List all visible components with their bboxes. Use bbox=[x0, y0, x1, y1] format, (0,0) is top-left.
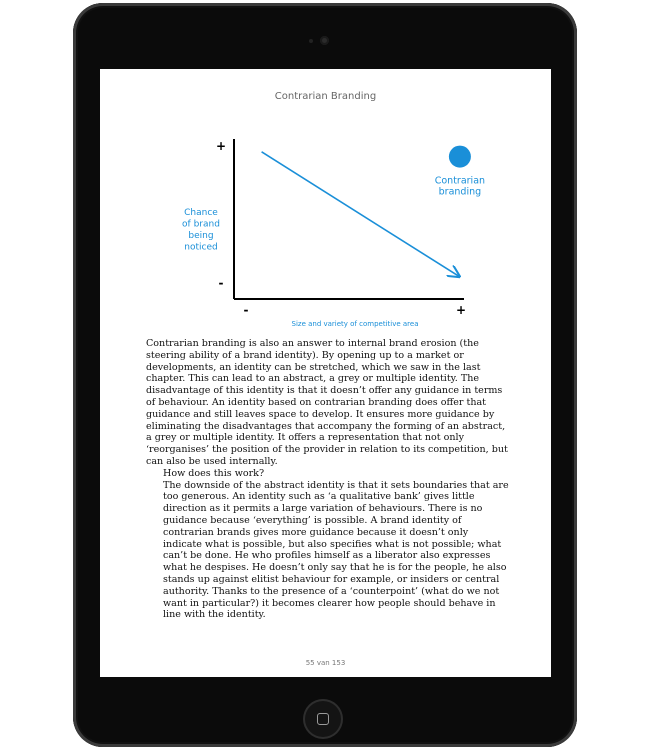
reader-screen bbox=[100, 69, 551, 677]
chart-svg bbox=[100, 129, 551, 339]
front-camera-icon bbox=[320, 36, 329, 45]
x-tick-plus: + bbox=[455, 303, 467, 317]
y-axis-label-line: noticed bbox=[184, 242, 218, 253]
page-title: Contrarian Branding bbox=[274, 91, 377, 102]
paragraph-3: The downside of the abstract identity is that it sets boundaries that are too generous. An identity such as ‘a qualitative bank’ gives little direction as it permits a large variation of behaviours. There is no guidance because ‘everything’ is possible. A brand identity of contrarian brands gives more guidance because it doesn’t only indicate what is possible, but also specifies what is not possible; what can’t be done. He who profiles himself as a liberator also expresses what he despises. He doesn’t only say that he is for the people, he also stands up against elitist behaviour for example, or insiders or central authority. Thanks to the presence of a ‘counterpoint’ (what do we not want in particular?) it becomes clearer how people should behave in line with the identity. bbox=[163, 479, 512, 621]
home-square-icon bbox=[317, 713, 329, 725]
x-axis-label: Size and variety of competitive area bbox=[291, 320, 419, 328]
paragraph-2: How does this work? bbox=[163, 467, 265, 479]
contrarian-branding-label: branding bbox=[438, 186, 482, 198]
y-tick-minus: - bbox=[218, 276, 224, 290]
sensor-dot bbox=[309, 39, 313, 43]
contrarian-branding-label: Contrarian bbox=[434, 175, 486, 187]
y-axis-label-line: being bbox=[188, 231, 214, 241]
home-button[interactable] bbox=[303, 699, 343, 739]
y-axis-label-line: of brand bbox=[182, 219, 220, 230]
y-tick-plus: + bbox=[215, 139, 227, 153]
trend-arrow-line bbox=[262, 152, 460, 277]
y-axis-label-line: Chance bbox=[184, 208, 218, 218]
x-tick-minus: - bbox=[243, 303, 249, 317]
chart bbox=[100, 129, 551, 339]
page-indicator: 55 van 153 bbox=[305, 659, 346, 667]
contrarian-branding-dot bbox=[449, 146, 471, 168]
paragraph-1: Contrarian branding is also an answer to internal brand erosion (the steering ability of a brand identity). By opening up to a market or developments, an identity can be stretched, which we saw in the last chapter. This can lead to an abstract, a grey or multiple identity. The disadvantage of this identity is that it doesn’t offer any guidance in terms of behaviour. An identity based on contrarian branding does offer that guidance and still leaves space to develop. It ensures more guidance by eliminating the disadvantages that accompany the forming of an abstract, a grey or multiple identity. It offers a representation that not only ‘reorganises’ the position of the provider in relation to its competition, but can also be used internally. bbox=[146, 338, 511, 467]
body-text bbox=[146, 338, 510, 621]
